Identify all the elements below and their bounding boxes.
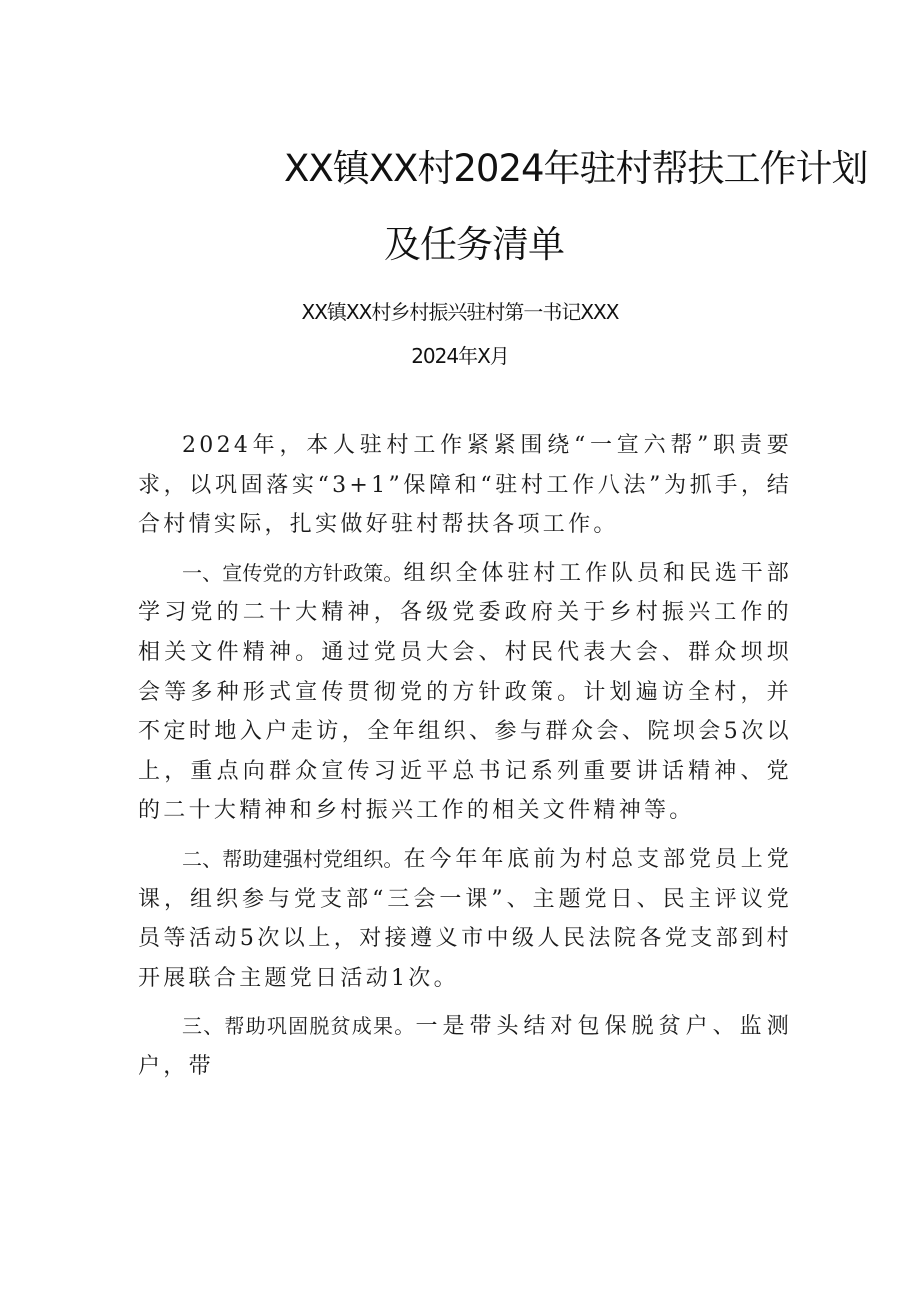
paragraph-intro [138,426,792,545]
document-body [138,426,792,1096]
paragraph-text: 在今年年底前为村总支部党员上党课，组织参与党支部“三会一课”、主题党日、民主评议党员等活动5次以上，对接遵义市中级人民法院各党支部到村开展联合主题党日活动1次。 [138,846,792,991]
document-title-line-2: 及任务清单 [384,223,564,266]
paragraph-text: 一是带头结对包保脱贫户、监测户，带 [138,1014,793,1079]
document-title-line-1: XX镇XX村2024年驻村帮扶工作计划 [284,147,868,190]
paragraph-text: 组织全体驻村工作队员和民选干部学习党的二十大精神，各级党委政府关于乡村振兴工作的相关文件精神。通过党员大会、村民代表大会、群众坝坝会等多种形式宣传贯彻党的方针政策。计划遍访全村，并不定时地入户走访，全年组织、参与群众会、院坝会5次以上，重点向群众宣传习近平总书记系列重要讲话精神、党的二十大精神和乡村振兴工作的相关文件精神等。 [138,560,792,824]
document-date: 2024年X月 [411,344,509,368]
paragraph-section-1 [138,554,792,831]
section-heading: 一、宣传党的方针政策。 [182,560,404,585]
paragraph-section-3 [138,1007,792,1086]
section-heading: 二、帮助建强村党组织。 [182,846,404,871]
paragraph-text: 2024年，本人驻村工作紧紧围绕“一宣六帮”职责要求，以巩固落实“3+1”保障和“驻村工作八法”为抓手，结合村情实际，扎实做好驻村帮扶各项工作。 [138,433,792,538]
section-heading: 三、帮助巩固脱贫成果。 [182,1014,416,1039]
paragraph-section-2 [138,840,792,998]
document-author: XX镇XX村乡村振兴驻村第一书记XXX [301,300,619,324]
